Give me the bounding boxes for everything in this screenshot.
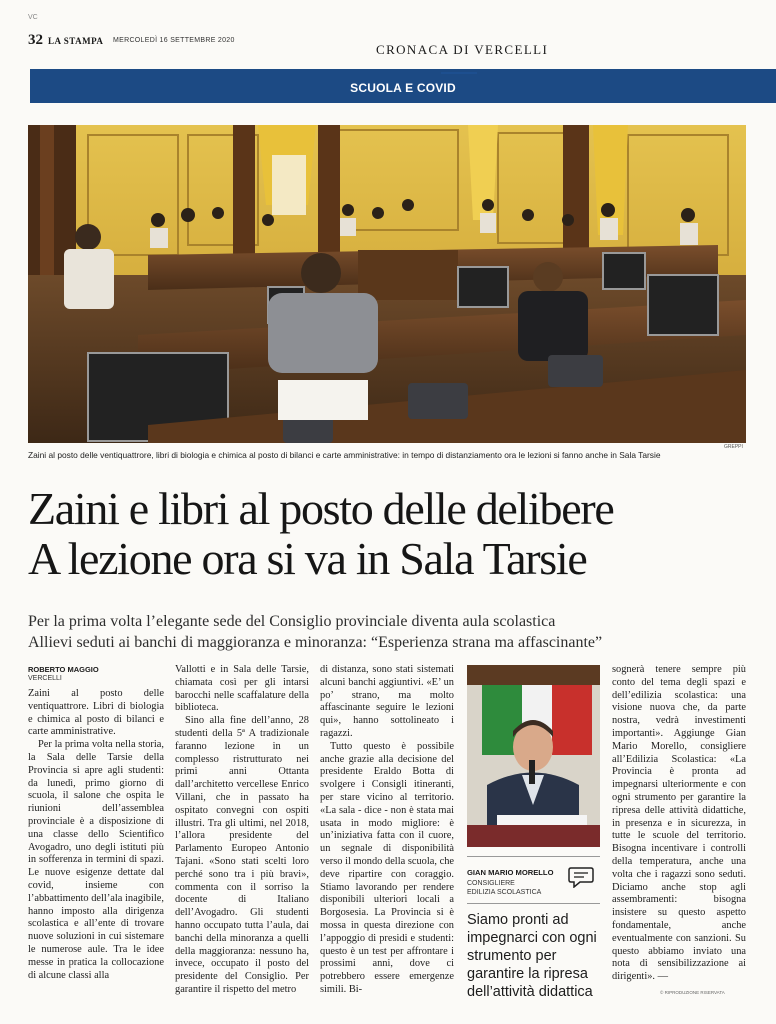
portrait-divider (467, 856, 600, 857)
pull-quote: Siamo pronti ad impegnarci con ogni strumento per garantire la ripresa dell’attività didattica (467, 912, 597, 1000)
speech-bubble-icon (568, 866, 594, 888)
role-line-1: CONSIGLIERE (467, 880, 515, 887)
article-column-2 (175, 664, 309, 997)
subheadline (28, 611, 758, 653)
subhead-line-1: Per la prima volta l’elegante sede del Consiglio provinciale diventa aula scolastica (28, 613, 556, 630)
councillor-portrait (467, 665, 600, 847)
paragraph: Zaini al posto delle ventiquattrore. Libri di biologia e chimica al posto di bilanci e carte amministrative. (28, 688, 164, 738)
photo-caption: Zaini al posto delle ventiquattrore, libri di biologia e chimica al posto di bilanci e carte amministrative: in tempo di distanziamento ora le lezioni si fanno anche in Sala Tarsie (28, 450, 661, 460)
subhead-line-2: Allievi seduti ai banchi di maggioranza e minoranza: “Esperienza strana ma affascinante” (28, 634, 603, 651)
headline-line-1: Zaini e libri al posto delle delibere (28, 483, 614, 534)
article-column-3 (320, 664, 454, 997)
page-number: 32 (28, 32, 43, 48)
paragraph: Tutto questo è possibile anche grazie alla decisione del presidente Eraldo Botta di svolgere i Consigli itineranti, per stare vicino al territorio. «La sala - dice - non è stata mai usata in modo migliore: è un’iniziativa fatta con il cuore, un segnale di disponibilità verso il mondo della scuola, che deve ripartire con coraggio. Stiamo lavorando per rendere disponibili ulteriori locali a Borgosesia. La Provincia si è mossa in questa direzione con l’appoggio di presidi e studenti: questo è un test per affrontare i prossimi anni, dove ci potrebbero essere emergenze simili. Bi- (320, 740, 454, 995)
paragraph: Vallotti e in Sala delle Tarsie, chiamata così per gli intarsi barocchi nelle scaffalature della biblioteca. (175, 664, 309, 714)
paragraph: sognerà tenere sempre più conto del tema degli spazi e dell’edilizia scolastica: una visione nuova che, da parte nostra, vedrà investimenti importanti». Aggiunge Gian Mario Morello, consigliere all’Edilizia Scolastica: «La Provincia è pronta ad impegnarsi ulteriormente e con ogni strumento per garantire la ripresa delle attività didattiche, in presenza e in sicurezza, in tutte le scuole del territorio. Bisogna incentivare i controlli della temperatura, anche una volta che i ragazzi sono seduti. Diciamo anche stop agli assembramenti: bisogna insistere su questo aspetto fondamentale, anche eventualmente con sanzioni. Su questo abbiamo inviato una nota di sensibilizzazione ai dirigenti». — (612, 664, 746, 983)
topic-label: SCUOLA E COVID (350, 81, 456, 95)
section-title: CRONACA DI VERCELLI (376, 42, 549, 57)
article-column-5 (612, 664, 746, 984)
topic-banner (30, 69, 776, 103)
portrait-illustration (467, 665, 600, 847)
paragraph: Per la prima volta nella storia, la Sala delle Tarsie della Provincia si apre agli studenti: da lunedì, primo giorno di scuola, il salone che ospita le riunioni dell’assemblea provinciale è a disposizione di una classe dello Scientifico Avogadro, uno degli istituti più in sofferenza in termini di spazi. Le nuove esigenze dettate dal covid, insieme con l’abbattimento dell’ala inagibile, hanno imposto alla dirigenza scolastica e all’ente di trovare nuove soluzioni in cui sistemare le numerose aule. Tra le idee messe in pratica la collocazione di alcune classi alla (28, 739, 164, 981)
headline-line-2: A lezione ora si va in Sala Tarsie (28, 533, 587, 584)
page-code: VC (28, 14, 38, 21)
classroom-photo-illustration (28, 125, 746, 443)
dateline-place: VERCELLI (28, 675, 62, 682)
quote-person-name: GIAN MARIO MORELLO (467, 868, 554, 877)
masthead (28, 32, 768, 57)
photo-credit: GREPPI (724, 444, 743, 450)
quote-divider (467, 903, 600, 904)
article-column-1 (28, 688, 164, 982)
role-line-2: EDILIZIA SCOLASTICA (467, 889, 542, 896)
article-photo (28, 125, 746, 443)
headline (28, 484, 748, 584)
author-byline: ROBERTO MAGGIO (28, 665, 99, 674)
paragraph: Sino alla fine dell’anno, 28 studenti della 5ª A tradizionale faranno lezione in un complesso ristrutturato nei primi anni Ottanta dall’architetto vercellese Enrico Villani, che in passato ha ospitato convegni con ospiti illustri. Tra gli ultimi, nel 2018, l’allora presidente del Parlamento Europeo Antonio Tajani. «Sono stati scelti loro perché sono tra i più bravi», commenta con il sorriso la docente di Italiano dell’Avogadro. Gli studenti hanno occupato tutta l’aula, dai banchi della minoranza a quelli della maggioranza: nessuno ha, invece, occupato il posto del presidente del Consiglio. Per garantire il rispetto del metro (175, 715, 309, 995)
paragraph: di distanza, sono stati sistemati alcuni banchi aggiuntivi. «E’ un po’ strano, ma molto affascinante seguire le lezioni qui», hanno sottolineato i ragazzi. (320, 664, 454, 739)
issue-date: MERCOLEDÌ 16 SETTEMBRE 2020 (113, 37, 235, 44)
copyright-note: © RIPRODUZIONE RISERVATA (660, 990, 725, 995)
newspaper-name: LA STAMPA (48, 36, 104, 46)
quote-person-role (467, 879, 562, 897)
section-rule (441, 72, 477, 74)
